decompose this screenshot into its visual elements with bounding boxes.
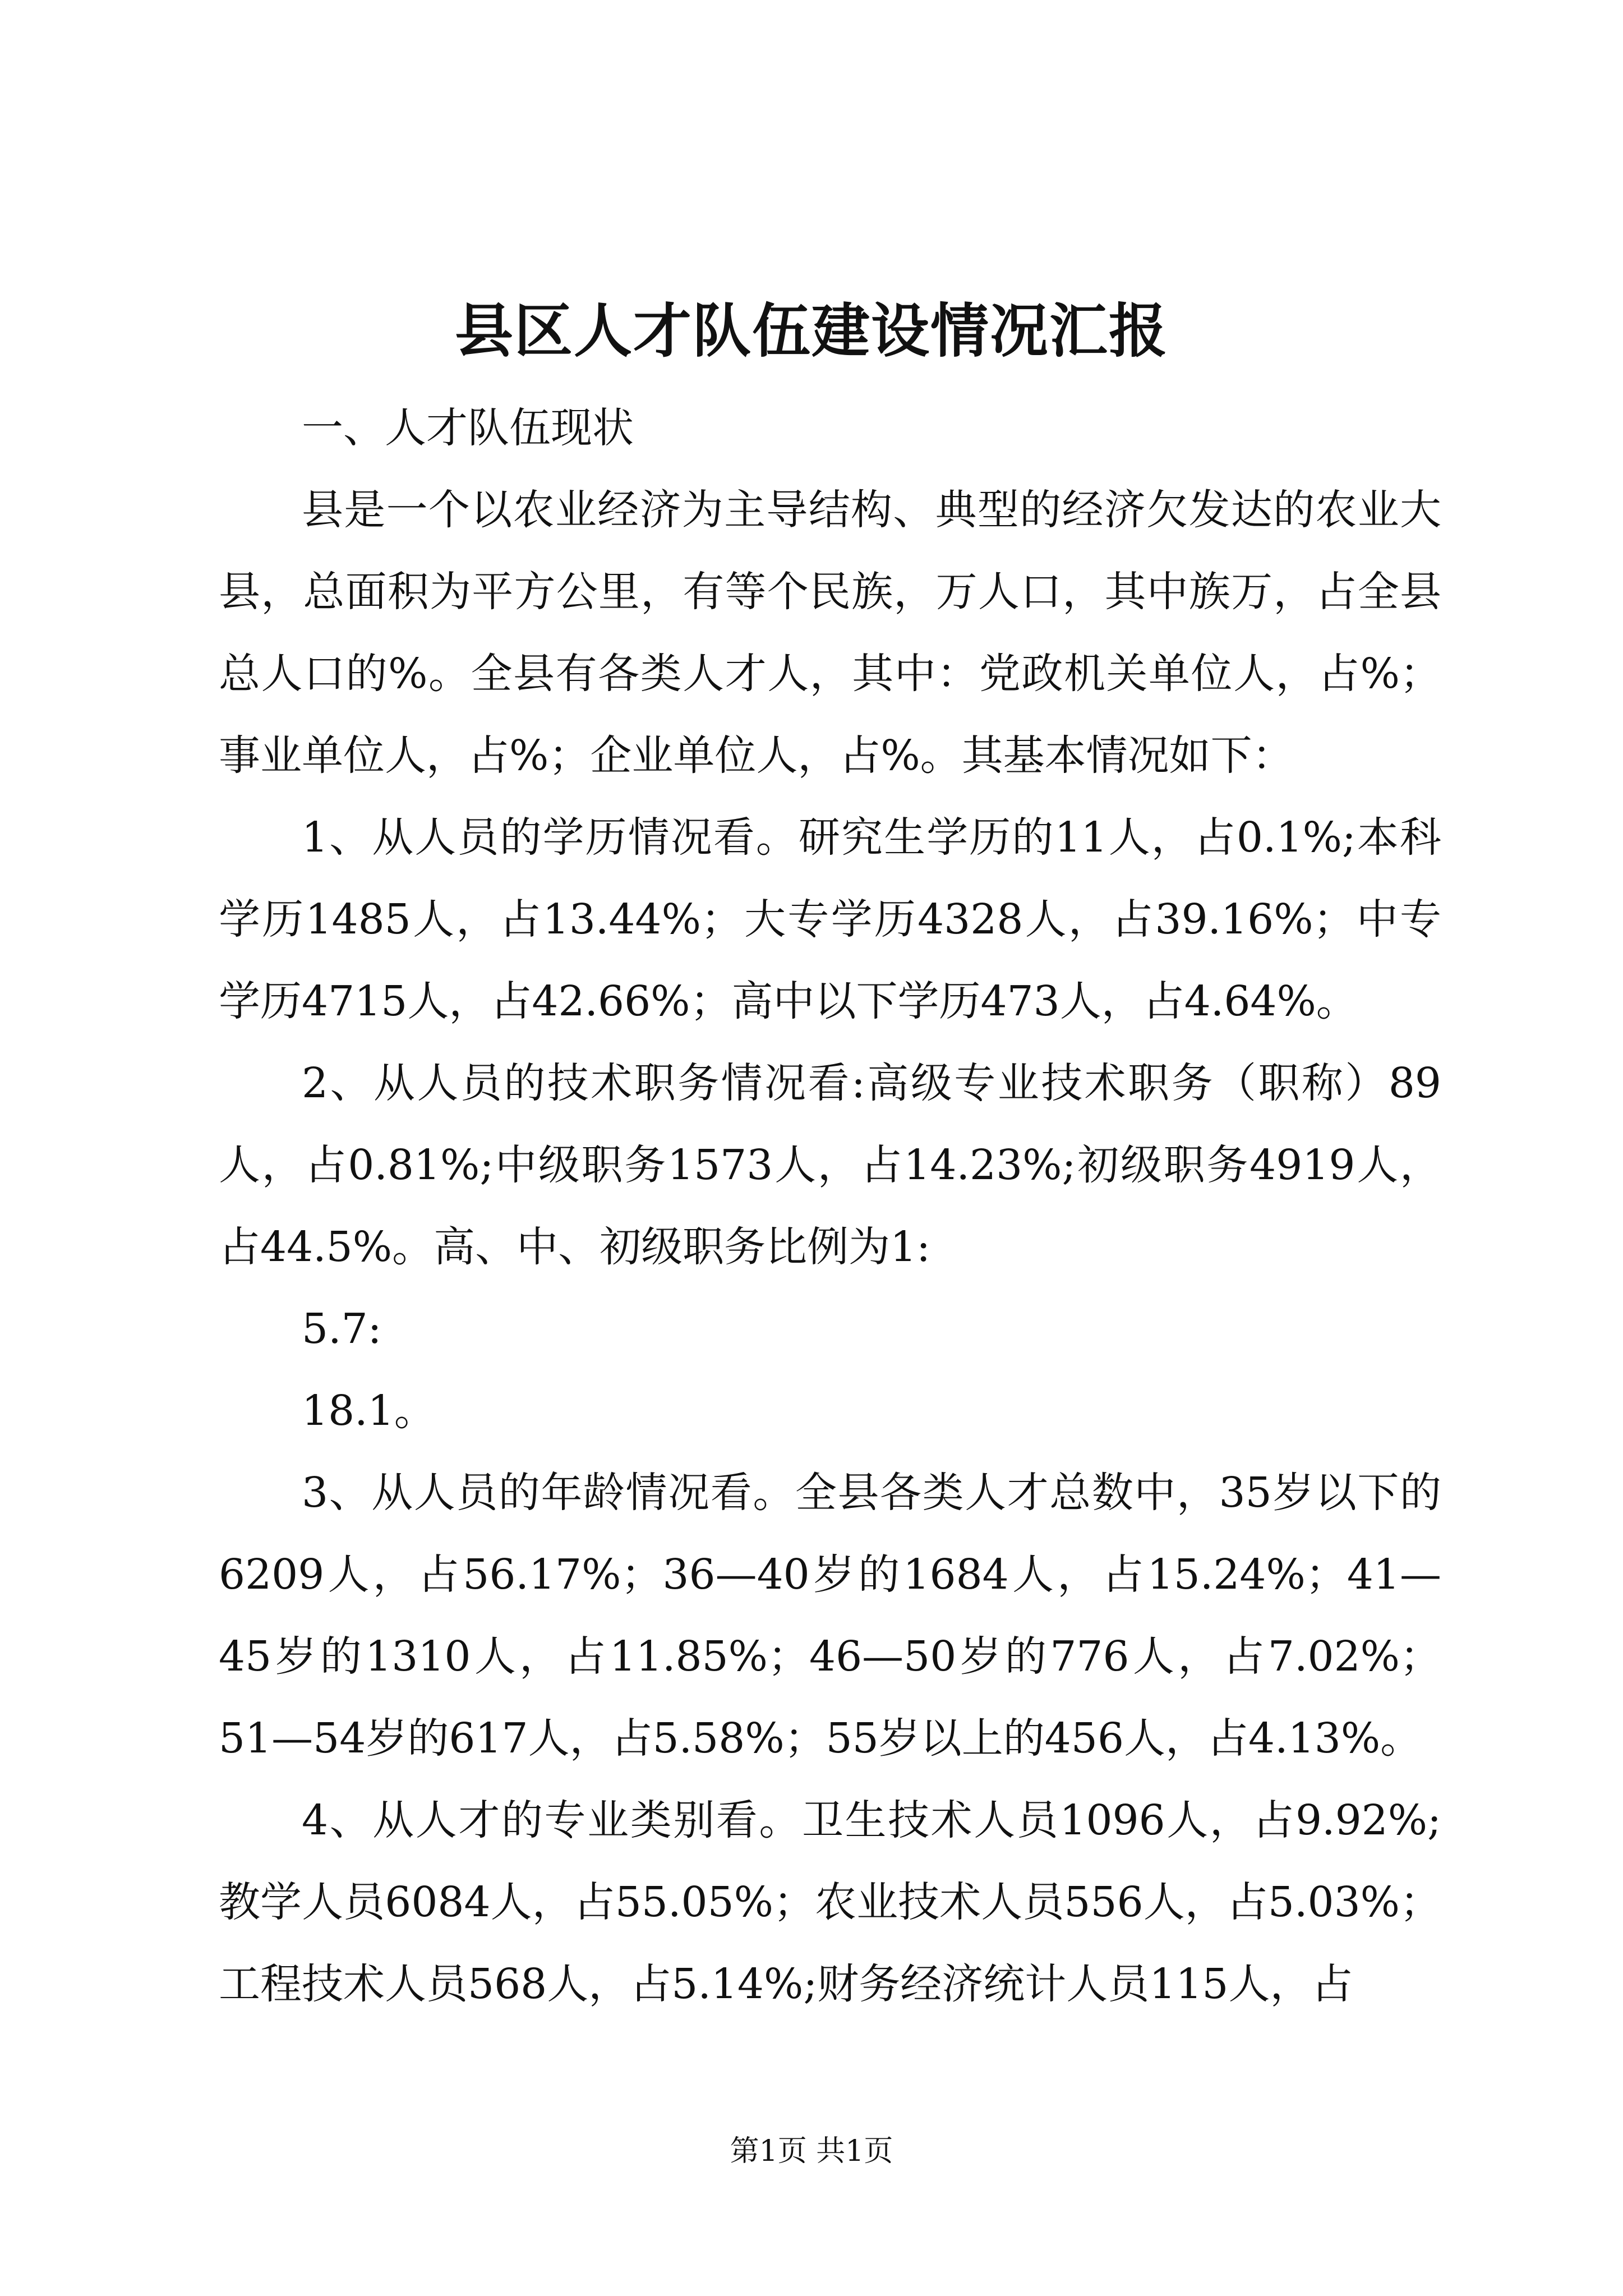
document-body [219,387,1441,2025]
document-title: 县区人才队伍建设情况汇报 [454,296,1168,365]
section-heading: 一、人才队伍现状 [302,404,634,452]
paragraph-age: 3、从人员的年龄情况看。全县各类人才总数中，35岁以下的6209人，占56.17%；36—40岁的1684人，占15.24%；41—45岁的1310人，占11.85%；46—50岁的776人，占7.02%；51—54岁的617人，占5.58%；55岁以上的456人，占4.13%。 [219,1469,1441,1763]
paragraph-specialty: 4、从人才的专业类别看。卫生技术人员1096人，占9.92%;教学人员6084人，占55.05%；农业技术人员556人，占5.03%；工程技术人员568人，占5.14%;财务经济统计人员115人，占 [219,1796,1441,2008]
paragraph-overview: 县是一个以农业经济为主导结构、典型的经济欠发达的农业大县，总面积为平方公里，有等个民族，万人口，其中族万，占全县总人口的%。全县有各类人才人，其中：党政机关单位人，占%；事业单位人，占%；企业单位人，占%。其基本情况如下： [219,486,1441,780]
paragraph-ratio-part-2: 18.1。 [302,1387,436,1435]
paragraph-technical-titles: 2、从人员的技术职务情况看:高级专业技术职务（职称）89人，占0.81%;中级职务1573人，占14.23%;初级职务4919人，占44.5%。高、中、初级职务比例为1: [219,1059,1441,1271]
paragraph-ratio-part-1: 5.7: [302,1305,382,1353]
page-footer: 第1页 共1页 [730,2134,893,2168]
paragraph-education: 1、从人员的学历情况看。研究生学历的11人，占0.1%;本科学历1485人，占13.44%；大专学历4328人，占39.16%；中专学历4715人，占42.66%；高中以下学历473人，占4.64%。 [219,813,1441,1025]
